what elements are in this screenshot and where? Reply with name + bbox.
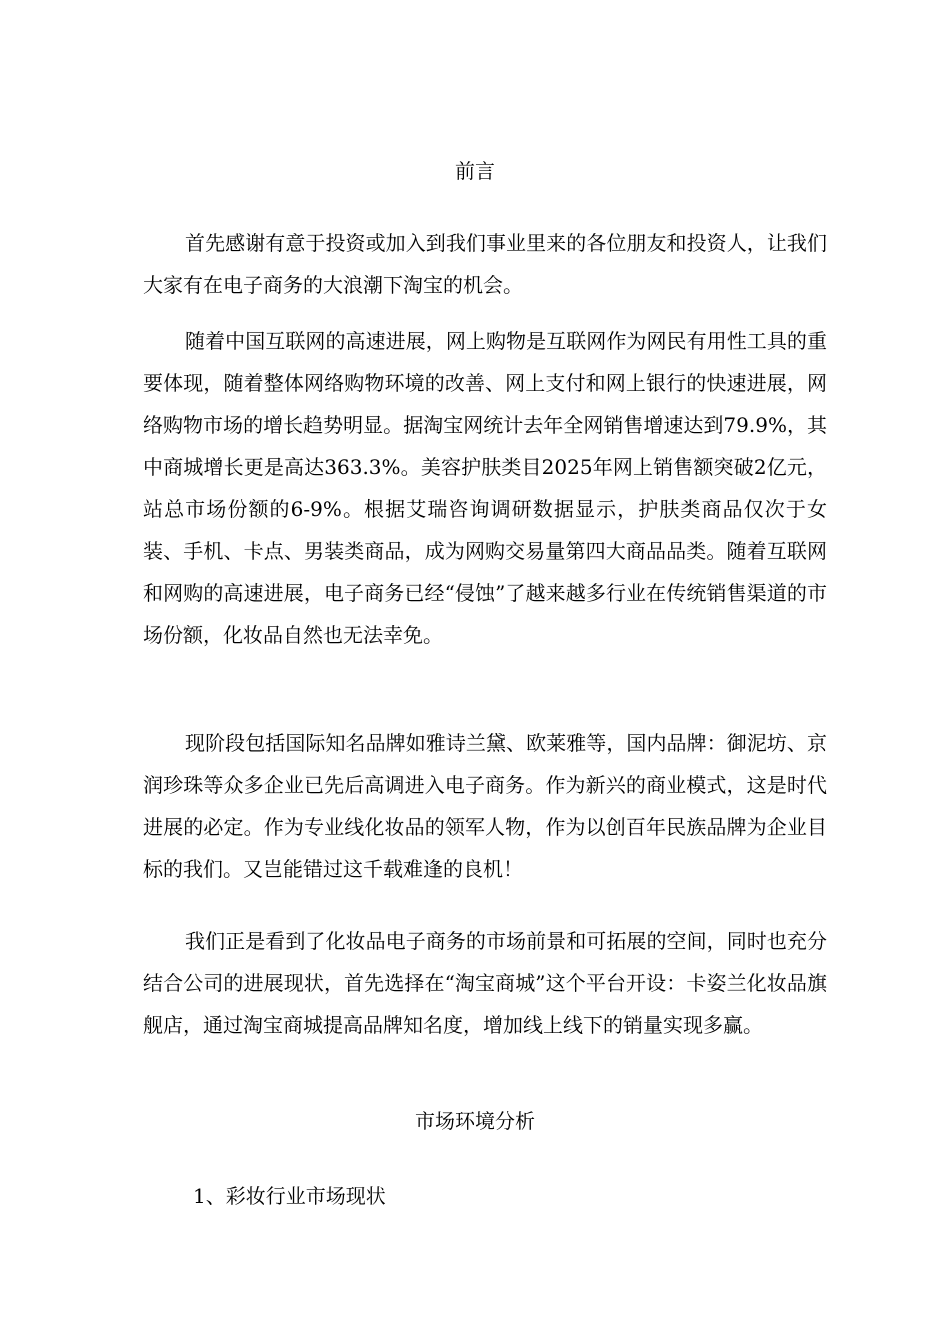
paragraph-strategy: 我们正是看到了化妆品电子商务的市场前景和可拓展的空间，同时也充分结合公司的进展现状，首先选择在“淘宝商城”这个平台开设：卡姿兰化妆品旗舰店，通过淘宝商城提高品牌知名度，增加线上线下的销量实现多赢。: [143, 929, 827, 1037]
paragraph-intro: 首先感谢有意于投资或加入到我们事业里来的各位朋友和投资人，让我们大家有在电子商务的大浪潮下淘宝的机会。: [143, 231, 827, 297]
subheading: 1、彩妆行业市场现状: [193, 1184, 386, 1208]
paragraph-brands: 现阶段包括国际知名品牌如雅诗兰黛、欧莱雅等，国内品牌：御泥坊、京润珍珠等众多企业已先后高调进入电子商务。作为新兴的商业模式，这是时代进展的必定。作为专业线化妆品的领军人物，作为以创百年民族品牌为企业目标的我们。又岂能错过这千载难逢的良机！: [143, 731, 827, 881]
page-title: 前言: [455, 159, 495, 183]
section-title: 市场环境分析: [415, 1109, 535, 1133]
paragraph-market-growth: 随着中国互联网的高速进展，网上购物是互联网作为网民有用性工具的重要体现，随着整体网络购物环境的改善、网上支付和网上银行的快速进展，网络购物市场的增长趋势明显。据淘宝网统计去年全网销售增速达到79.9%，其中商城增长更是高达363.3%。美容护肤类目2025年网上销售额突破2亿元，站总市场份额的6-9%。根据艾瑞咨询调研数据显示，护肤类商品仅次于女装、手机、卡点、男装类商品，成为网购交易量第四大商品品类。随着互联网和网购的高速进展，电子商务已经“侵蚀”了越来越多行业在传统销售渠道的市场份额，化妆品自然也无法幸免。: [143, 329, 827, 647]
